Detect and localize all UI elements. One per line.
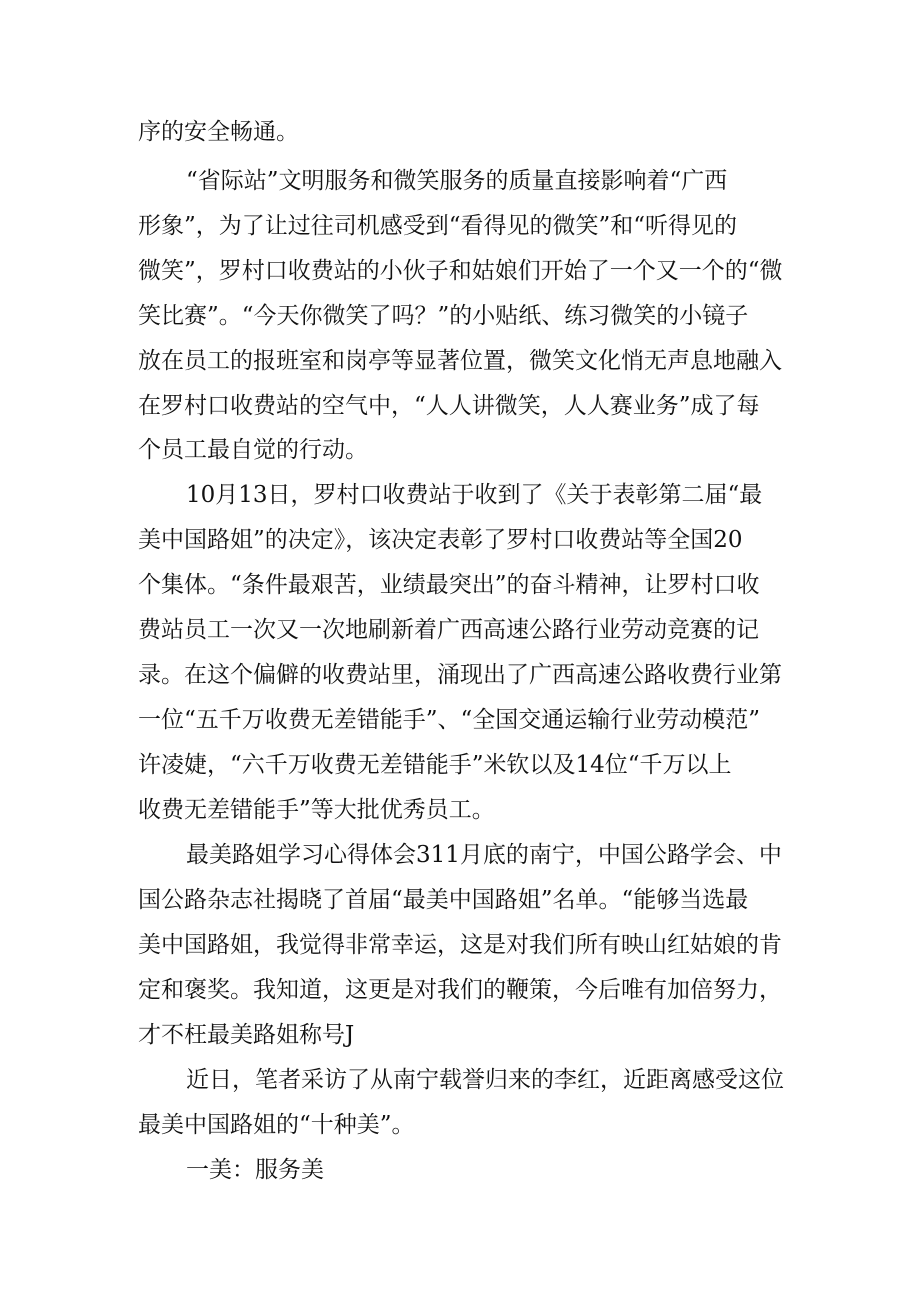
text-line: 10月13日，罗村口收费站于收到了《关于表彰第二届“最 — [186, 482, 763, 508]
text-line: 笑比赛”。“今天你微笑了吗？”的小贴纸、练习微笑的小镜子 — [138, 303, 749, 329]
text-line: 许凌婕，“六千万收费无差错能手”米钦以及14位“千万以上 — [138, 752, 732, 778]
text-line: 一美：服务美 — [186, 1157, 324, 1183]
text-line: 收费无差错能手”等大批优秀员工。 — [138, 797, 495, 823]
text-line: 最美路姐学习心得体会311月底的南宁，中国公路学会、中 — [186, 842, 782, 868]
text-line: 国公路杂志社揭晓了首届“最美中国路姐”名单。“能够当选最 — [138, 887, 749, 913]
text-line: 美中国路姐”的决定》，该决定表彰了罗村口收费站等全国20 — [138, 527, 743, 553]
text-line: 一位“五千万收费无差错能手”、“全国交通运输行业劳动模范” — [138, 707, 761, 733]
text-line: 定和褒奖。我知道，这更是对我们的鞭策，今后唯有加倍努力， — [138, 977, 782, 1003]
text-line: 美中国路姐，我觉得非常幸运，这是对我们所有映山红姑娘的肯 — [138, 932, 782, 958]
text-line: 录。在这个偏僻的收费站里，涌现出了广西高速公路收费行业第 — [138, 662, 782, 688]
text-line: 形象”，为了让过往司机感受到“看得见的微笑”和“听得见的 — [138, 213, 738, 239]
text-line: 序的安全畅通。 — [138, 119, 299, 145]
text-line: 才不枉最美路姐称号J — [138, 1022, 355, 1048]
text-line: 个员工最自觉的行动。 — [138, 437, 368, 463]
text-line: “省际站”文明服务和微笑服务的质量直接影响着“广西 — [186, 168, 728, 194]
text-line: 微笑”，罗村口收费站的小伙子和姑娘们开始了一个又一个的“微 — [138, 258, 783, 284]
text-line: 个集体。“条件最艰苦，业绩最突出”的奋斗精神，让罗村口收 — [138, 572, 760, 598]
text-line: 在罗村口收费站的空气中，“人人讲微笑，人人赛业务”成了每 — [138, 393, 760, 419]
text-line: 最美中国路姐的“十种美”。 — [138, 1112, 415, 1138]
text-line: 费站员工一次又一次地刷新着广西高速公路行业劳动竞赛的记 — [138, 617, 759, 643]
text-line: 近日，笔者采访了从南宁载誉归来的李红，近距离感受这位 — [186, 1067, 784, 1093]
text-line: 放在员工的报班室和岗亭等显著位置，微笑文化悄无声息地融入 — [138, 348, 782, 374]
